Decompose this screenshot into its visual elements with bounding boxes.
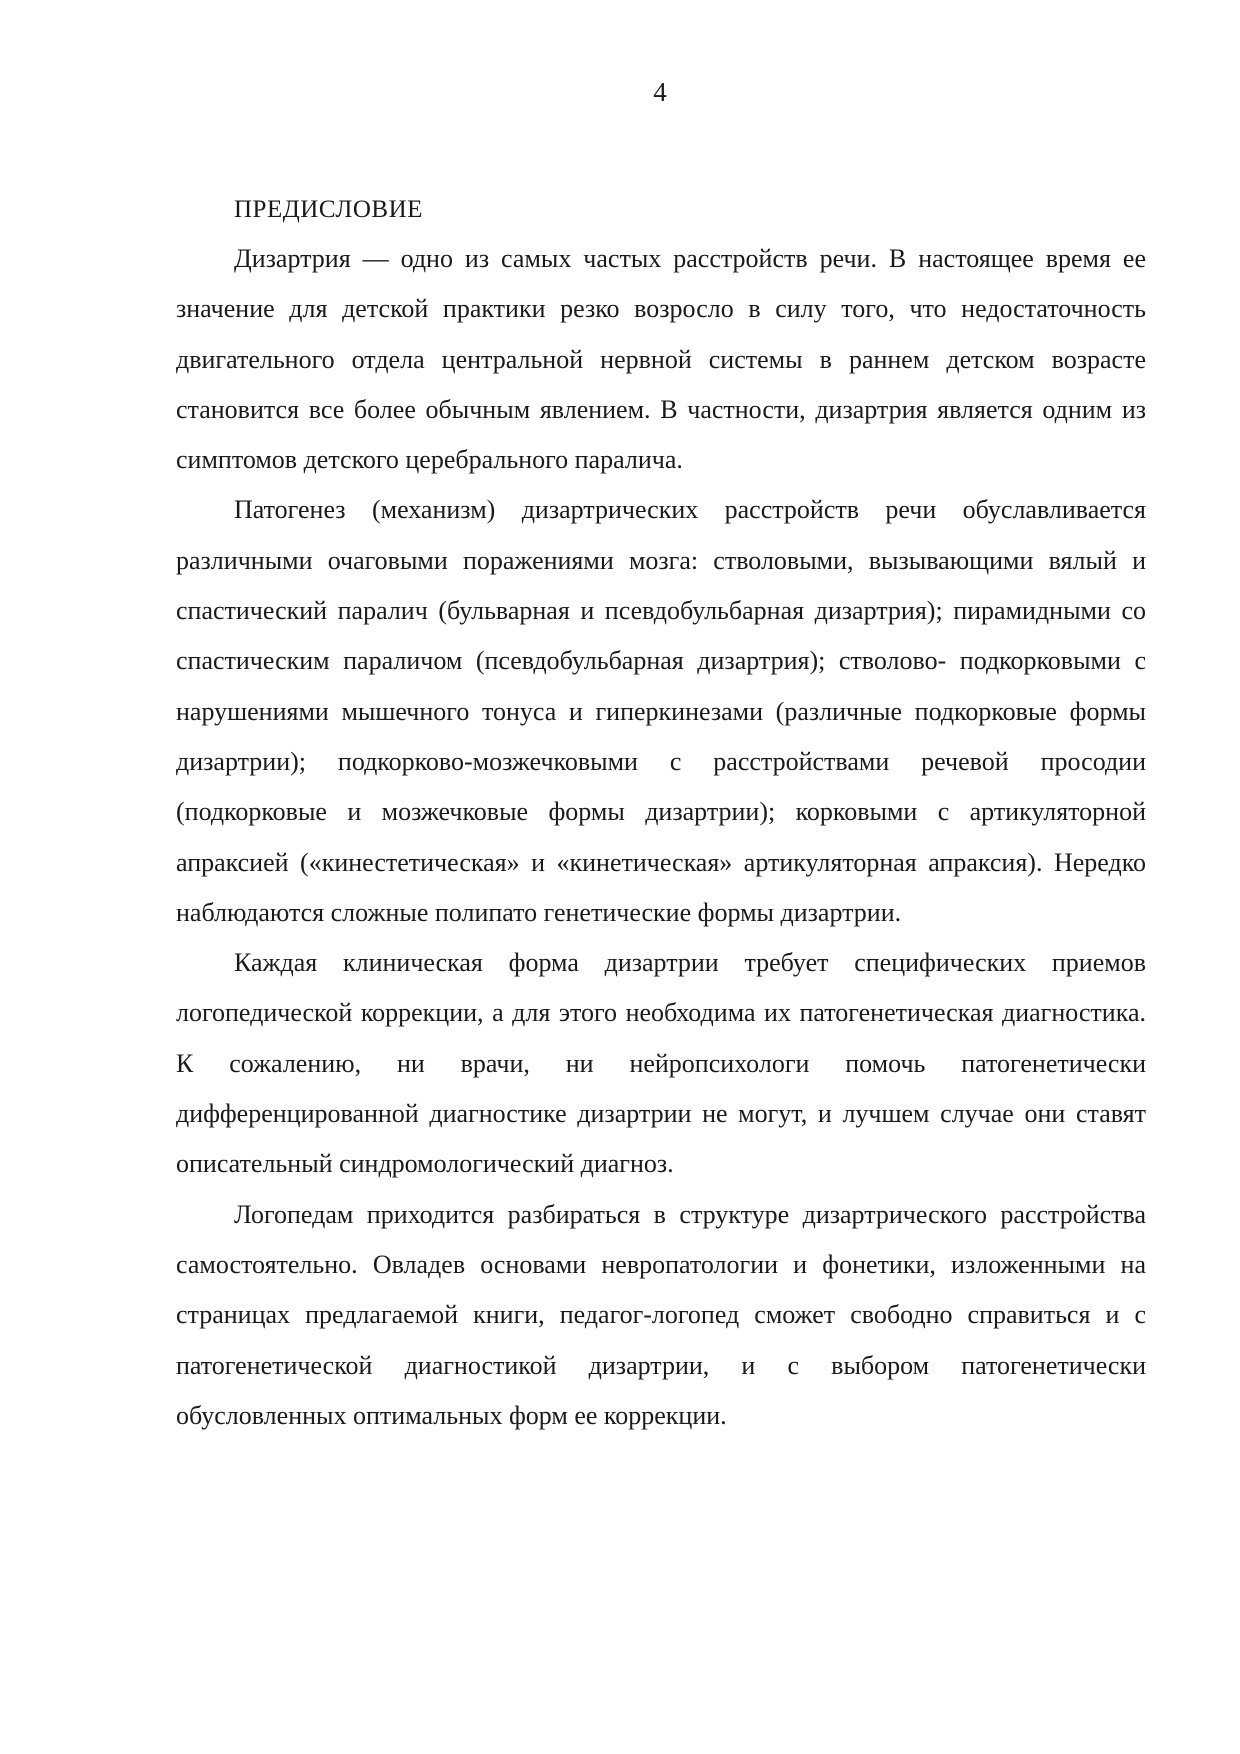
paragraph-2: Патогенез (механизм) дизартрических расстройств речи обуславливается различными очаговыми поражениями мозга: стволовыми, вызывающими вялый и спастический паралич (бульварная и псевдобульбарная дизартрия); пирамидными со спастическим параличом (псевдобульбарная дизартрия); стволово- подкорковыми с нарушениями мышечного тонуса и гиперкинезами (различные подкорковые формы дизартрии); подкорково-мозжечковыми с расстройствами речевой просодии (подкорковые и мозжечковые формы дизартрии); корковыми с артикуляторной апраксией («кинестетическая» и «кинетическая» артикуляторная апраксия). Нередко наблюдаются сложные полипато генетические формы дизартрии.: [176, 495, 1146, 927]
page-number: 4: [653, 77, 667, 107]
paragraph-1: Дизартрия — одно из самых частых расстройств речи. В настоящее время ее значение для детской практики резко возросло в силу того, что недостаточность двигательного отдела центральной нервной системы в раннем детском возрасте становится все более обычным явлением. В частности, дизартрия является одним из симптомов детского церебрального паралича.: [176, 244, 1146, 475]
section-title: ПРЕДИСЛОВИЕ: [234, 196, 423, 223]
page-content: [176, 186, 1146, 1441]
paragraph-3: Каждая клиническая форма дизартрии требует специфических приемов логопедической коррекции, а для этого необходима их патогенетическая диагностика. К сожалению, ни врачи, ни нейропсихологи помочь патогенетически дифференцированной диагностике дизартрии не могут, и лучшем случае они ставят описательный синдромологический диагноз.: [176, 948, 1146, 1179]
paragraph-4: Логопедам приходится разбираться в структуре дизартрического расстройства самостоятельно. Овладев основами невропатологии и фонетики, изложенными на страницах предлагаемой книги, педагог-логопед сможет свободно справиться и с патогенетической диагностикой дизартрии, и с выбором патогенетически обусловленных оптимальных форм ее коррекции.: [176, 1199, 1146, 1430]
